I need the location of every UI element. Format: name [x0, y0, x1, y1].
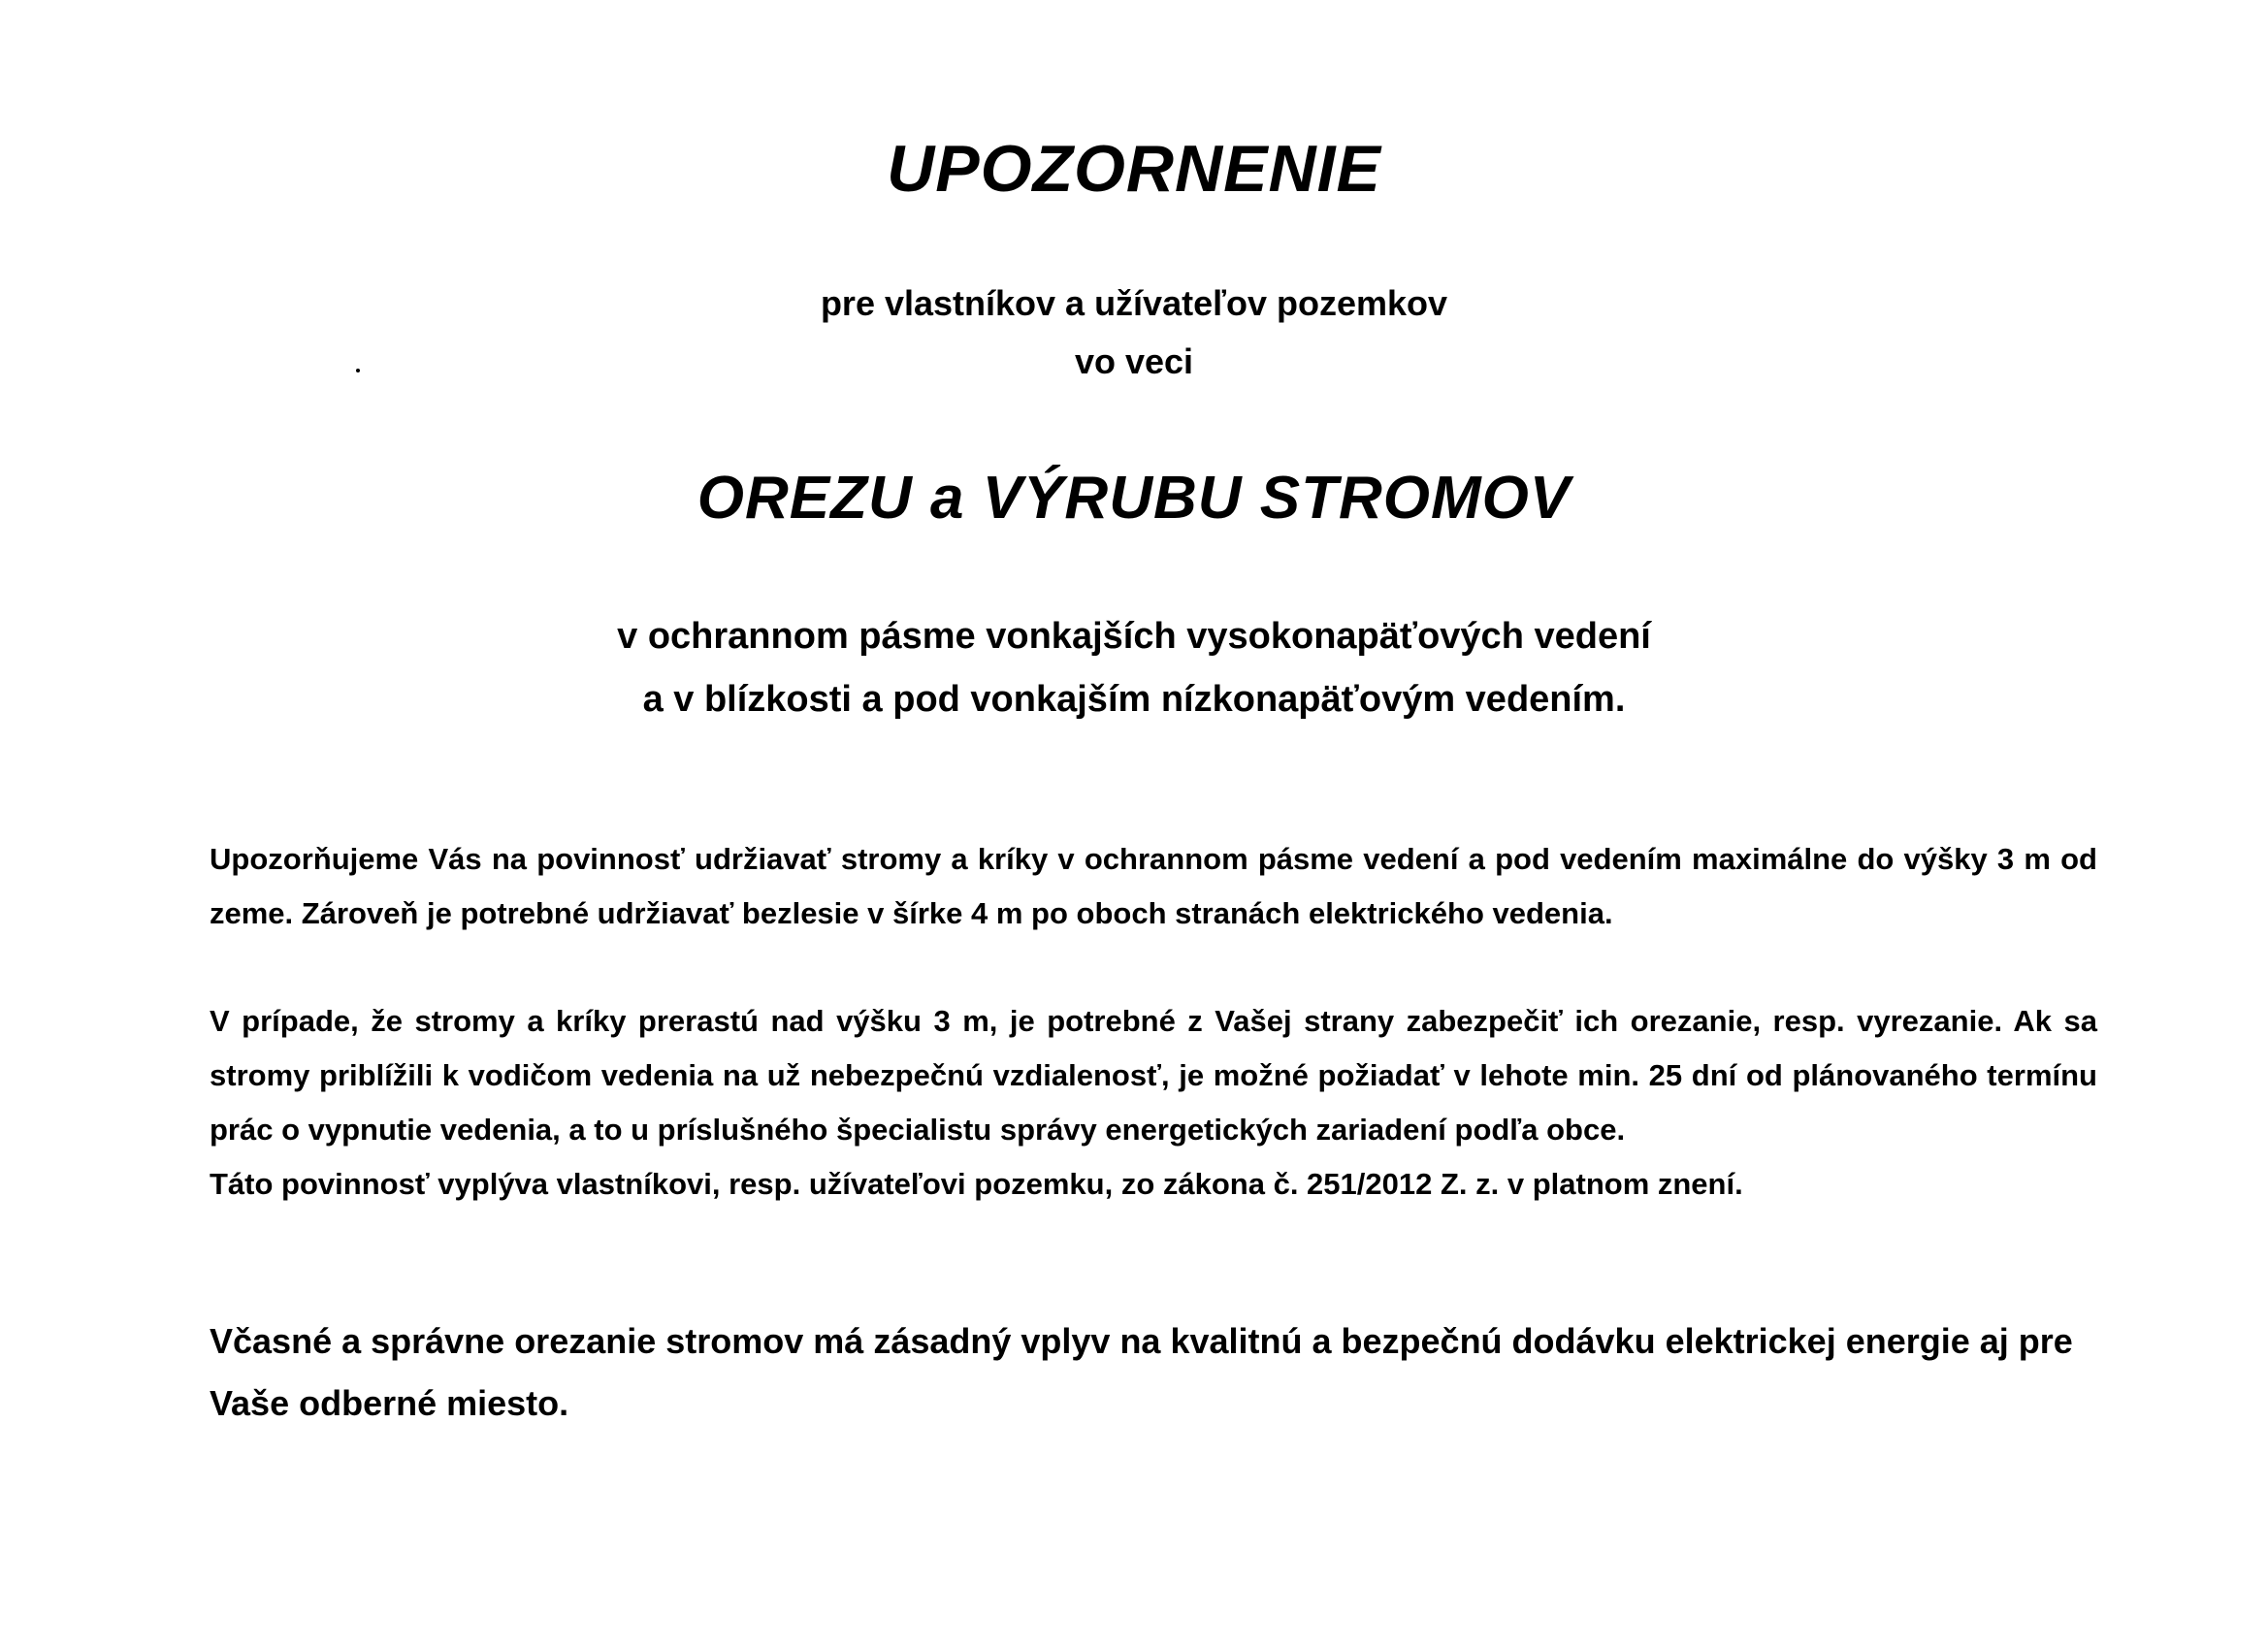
scope-line-1: v ochrannom pásme vonkajších vysokonapäťových vedení [617, 616, 1651, 657]
notice-title: UPOZORNENIE [887, 132, 1381, 206]
body-paragraph-2-block [210, 994, 2097, 1212]
notice-subject: OREZU a VÝRUBU STROMOV [697, 465, 1571, 532]
audience-line-2: vo veci [1074, 341, 1194, 381]
body-paragraph-3: Táto povinnosť vyplýva vlastníkovi, resp. užívateľovi pozemku, zo zákona č. 251/2012 Z. z. v platnom znení. [210, 1167, 1743, 1201]
scope-line-2: a v blízkosti a pod vonkajším nízkonapäťovým vedením. [642, 679, 1626, 720]
audience-line-1: pre vlastníkov a užívateľov pozemkov [820, 283, 1448, 323]
body-paragraph-2: V prípade, že stromy a kríky prerastú nad výšku 3 m, je potrebné z Vašej strany zabezpečiť ich orezanie, resp. vyrezanie. Ak sa stromy priblížili k vodičom vedenia na už nebezpečnú vzdialenosť, je možné požiadať v lehote min. 25 dní od plánovaného termínu prác o vypnutie vedenia, a to u príslušného špecialistu správy energetických zariadení podľa obce. [210, 1004, 2097, 1147]
stray-dot-mark [356, 369, 360, 372]
body-paragraph-1: Upozorňujeme Vás na povinnosť udržiavať stromy a kríky v ochrannom pásme vedení a pod vedením maximálne do výšky 3 m od zeme. Zároveň je potrebné udržiavať bezlesie v šírke 4 m po oboch stranách elektrického vedenia. [210, 842, 2097, 930]
closing-statement: Včasné a správne orezanie stromov má zásadný vplyv na kvalitnú a bezpečnú dodávku elektrickej energie aj pre Vaše odberné miesto. [210, 1321, 2073, 1423]
